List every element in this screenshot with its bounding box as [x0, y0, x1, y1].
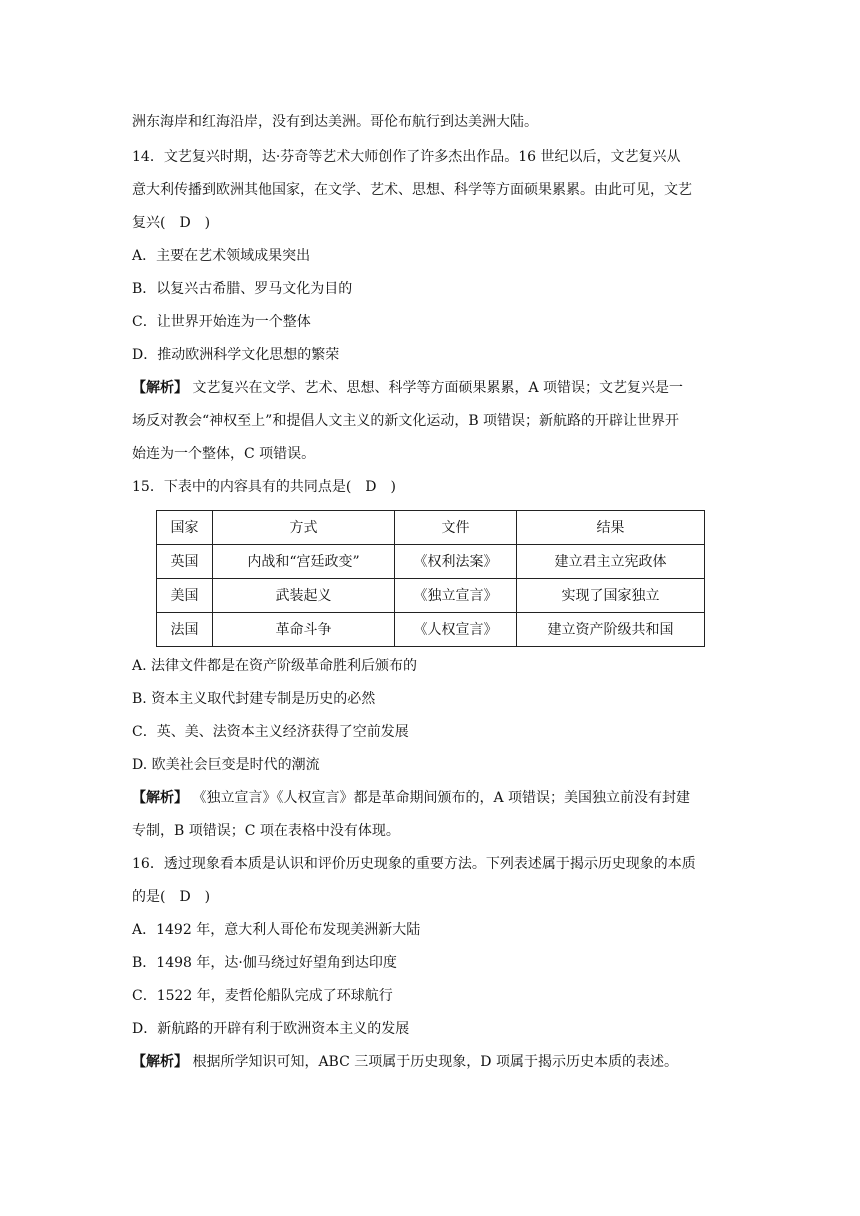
table-cell: 内战和“宫廷政变”: [213, 545, 395, 579]
table-header-cell: 结果: [517, 511, 705, 545]
q16-analysis-line-1: [132, 1052, 678, 1072]
table-cell: 革命斗争: [213, 613, 395, 647]
text-line: 洲东海岸和红海沿岸，没有到达美洲。哥伦布航行到达美洲大陆。: [132, 114, 538, 130]
q16-option-b: B．1498 年，达·伽马绕过好望角到达印度: [132, 955, 397, 971]
q14-option-c: C．让世界开始连为一个整体: [132, 314, 311, 330]
table-row: [157, 613, 705, 647]
analysis-text: 根据所学知识可知，ABC 三项属于历史现象，D 项属于揭示历史本质的表述。: [188, 1054, 678, 1070]
q15-stem: 15．下表中的内容具有的共同点是( D ): [132, 479, 396, 495]
analysis-label: 【解析】: [132, 790, 188, 806]
q15-option-a: A. 法律文件都是在资产阶级革命胜利后颁布的: [132, 658, 418, 674]
q14-option-b: B．以复兴古希腊、罗马文化为目的: [132, 281, 353, 297]
table-cell: 实现了国家独立: [517, 579, 705, 613]
table-header-cell: 文件: [395, 511, 517, 545]
table-cell: 《独立宣言》: [395, 579, 517, 613]
q14-analysis-line-2: 场反对教会“神权至上”和提倡人文主义的新文化运动，B 项错误；新航路的开辟让世界开: [132, 413, 680, 429]
table-cell: 《人权宣言》: [395, 613, 517, 647]
q15-analysis-line-1: [132, 788, 690, 808]
table-row: [157, 545, 705, 579]
q16-option-c: C．1522 年，麦哲伦船队完成了环球航行: [132, 988, 393, 1004]
q16-option-a: A．1492 年，意大利人哥伦布发现美洲新大陆: [132, 922, 421, 938]
table-cell: 武装起义: [213, 579, 395, 613]
q14-option-d: D．推动欧洲科学文化思想的繁荣: [132, 347, 340, 363]
analysis-text: 文艺复兴在文学、艺术、思想、科学等方面硕果累累，A 项错误；文艺复兴是一: [188, 380, 684, 396]
table-header-cell: 方式: [213, 511, 395, 545]
q14-analysis-line-1: [132, 378, 683, 398]
q14-stem-line-2: 意大利传播到欧洲其他国家，在文学、艺术、思想、科学等方面硕果累累。由此可见，文艺: [132, 182, 692, 198]
analysis-label: 【解析】: [132, 380, 188, 396]
q15-option-b: B. 资本主义取代封建专制是历史的必然: [132, 691, 376, 707]
table-row: [157, 579, 705, 613]
q15-option-d: D. 欧美社会巨变是时代的潮流: [132, 757, 320, 773]
table-cell: 美国: [157, 579, 213, 613]
q14-analysis-line-3: 始连为一个整体，C 项错误。: [132, 446, 316, 462]
q15-option-c: C．英、美、法资本主义经济获得了空前发展: [132, 724, 409, 740]
q14-stem-line-3: 复兴( D ): [132, 215, 211, 231]
q15-analysis-line-2: 专制，B 项错误；C 项在表格中没有体现。: [132, 823, 400, 839]
table-cell: 《权利法案》: [395, 545, 517, 579]
table-header-row: [157, 511, 705, 545]
analysis-text: 《独立宣言》《人权宣言》都是革命期间颁布的，A 项错误；美国独立前没有封建: [188, 790, 691, 806]
q16-stem-line-1: 16．透过现象看本质是认识和评价历史现象的重要方法。下列表述属于揭示历史现象的本质: [132, 856, 696, 872]
table-cell: 法国: [157, 613, 213, 647]
q14-stem-line-1: 14．文艺复兴时期，达·芬奇等艺术大师创作了许多杰出作品。16 世纪以后，文艺复兴从: [132, 149, 681, 165]
table-cell: 英国: [157, 545, 213, 579]
q14-option-a: A．主要在艺术领域成果突出: [132, 248, 311, 264]
table-header-cell: 国家: [157, 511, 213, 545]
analysis-label: 【解析】: [132, 1054, 188, 1070]
revolution-table: [156, 510, 705, 647]
table-cell: 建立君主立宪政体: [517, 545, 705, 579]
q16-stem-line-2: 的是( D ): [132, 889, 211, 905]
table-cell: 建立资产阶级共和国: [517, 613, 705, 647]
q16-option-d: D．新航路的开辟有利于欧洲资本主义的发展: [132, 1021, 410, 1037]
